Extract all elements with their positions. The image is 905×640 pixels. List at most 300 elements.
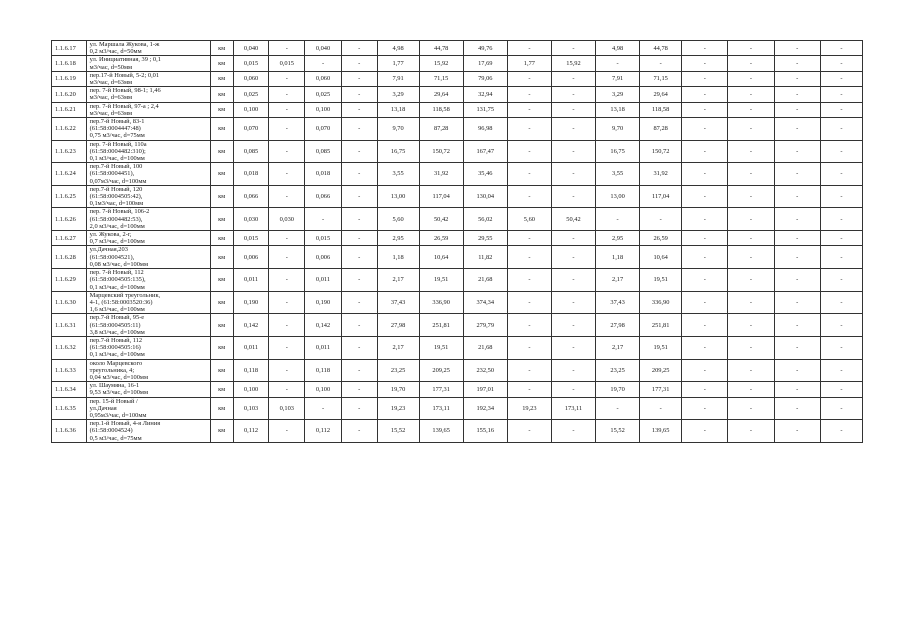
value-cell: -	[507, 246, 551, 269]
table-row	[52, 185, 863, 208]
value-cell: -	[507, 291, 551, 314]
value-cell: -	[682, 87, 728, 102]
value-cell: -	[774, 56, 820, 71]
description-line: (61:58:0004482:53),	[89, 215, 143, 223]
value-cell: 35,46	[463, 163, 507, 186]
item-code-cell: 1.1.6.25	[52, 185, 87, 208]
value-cell: -	[728, 231, 774, 246]
value-cell: -	[341, 56, 377, 71]
value-cell: -	[341, 41, 377, 56]
value-cell: -	[820, 231, 862, 246]
address-description-cell	[86, 231, 210, 246]
description-line: 0,1м3/час, d=100мм	[89, 200, 144, 208]
value-cell: -	[507, 382, 551, 397]
value-cell: -	[682, 359, 728, 382]
description-line: (61:58:0004447:48)	[89, 125, 141, 133]
address-description-cell	[86, 420, 210, 443]
value-cell: -	[820, 291, 862, 314]
value-cell: 23,25	[596, 359, 640, 382]
value-cell: -	[774, 71, 820, 86]
table-row	[52, 87, 863, 102]
description-line: (61:58:0004505:16)	[89, 344, 141, 352]
value-cell: 117,04	[640, 185, 682, 208]
value-cell: 19,51	[640, 269, 682, 292]
value-cell: -	[507, 163, 551, 186]
item-code-cell: 1.1.6.20	[52, 87, 87, 102]
value-cell: -	[820, 359, 862, 382]
value-cell: -	[682, 314, 728, 337]
value-cell: 32,94	[463, 87, 507, 102]
value-cell: -	[774, 382, 820, 397]
value-cell: -	[507, 336, 551, 359]
value-cell: 1,18	[596, 246, 640, 269]
value-cell: -	[820, 185, 862, 208]
value-cell: -	[341, 163, 377, 186]
value-cell: -	[728, 56, 774, 71]
description-line: ул. Инициативная, 39 ; 0,1	[89, 56, 161, 64]
value-cell: 1,77	[507, 56, 551, 71]
value-cell: 9,70	[377, 118, 419, 141]
value-cell: -	[269, 163, 305, 186]
value-cell: -	[341, 420, 377, 443]
address-description-cell	[86, 185, 210, 208]
value-cell: 16,75	[377, 140, 419, 163]
value-cell: 21,68	[463, 336, 507, 359]
description-line: ул. Жукова, 2-г,	[89, 231, 132, 239]
description-line: м3/час, d=63мм	[89, 109, 133, 117]
item-code-cell: 1.1.6.26	[52, 208, 87, 231]
value-cell: 2,17	[596, 269, 640, 292]
table-row	[52, 102, 863, 117]
value-cell: 0,190	[305, 291, 342, 314]
value-cell: -	[551, 314, 595, 337]
value-cell: 139,65	[640, 420, 682, 443]
value-cell: 209,25	[640, 359, 682, 382]
unit-cell: км	[210, 208, 233, 231]
value-cell: -	[551, 118, 595, 141]
value-cell: 2,95	[377, 231, 419, 246]
description-line: Марцевский треугольник,	[89, 291, 161, 299]
table-row	[52, 140, 863, 163]
description-line: м3/час, d=63мм	[89, 94, 133, 102]
value-cell: 0,118	[305, 359, 342, 382]
value-cell: 15,92	[419, 56, 463, 71]
value-cell: 2,17	[377, 336, 419, 359]
value-cell: -	[269, 140, 305, 163]
value-cell: -	[728, 382, 774, 397]
value-cell: 0,112	[305, 420, 342, 443]
value-cell: -	[728, 41, 774, 56]
value-cell: -	[682, 41, 728, 56]
unit-cell: км	[210, 291, 233, 314]
value-cell: -	[596, 397, 640, 420]
description-line: пер.17-й Новый, 5-2; 0,01	[89, 71, 160, 79]
value-cell: -	[774, 231, 820, 246]
value-cell: 139,65	[419, 420, 463, 443]
value-cell: 50,42	[419, 208, 463, 231]
value-cell: 27,98	[377, 314, 419, 337]
value-cell: 0,066	[305, 185, 342, 208]
description-line: около Марцевского	[89, 359, 143, 367]
value-cell: 150,72	[640, 140, 682, 163]
value-cell: 251,81	[640, 314, 682, 337]
value-cell: -	[507, 314, 551, 337]
item-code-cell: 1.1.6.32	[52, 336, 87, 359]
description-line: (61:58:0004482:310);	[89, 147, 146, 155]
pipeline-cost-table	[51, 40, 863, 443]
value-cell: -	[269, 336, 305, 359]
address-description-cell	[86, 382, 210, 397]
value-cell: 10,64	[419, 246, 463, 269]
value-cell: -	[305, 208, 342, 231]
description-line: м3/час, d=63мм	[89, 79, 133, 87]
address-description-cell	[86, 291, 210, 314]
item-code-cell: 1.1.6.17	[52, 41, 87, 56]
description-line: пер.7-й Новый, 95-е	[89, 314, 145, 322]
value-cell: 117,04	[419, 185, 463, 208]
value-cell: -	[820, 420, 862, 443]
unit-cell: км	[210, 336, 233, 359]
value-cell: -	[341, 397, 377, 420]
value-cell: -	[728, 359, 774, 382]
description-line: (61:58:0004505:42),	[89, 193, 143, 201]
table-row	[52, 336, 863, 359]
value-cell: -	[551, 231, 595, 246]
value-cell: -	[820, 314, 862, 337]
table-row	[52, 314, 863, 337]
value-cell: -	[820, 118, 862, 141]
value-cell: 2,17	[377, 269, 419, 292]
item-code-cell: 1.1.6.19	[52, 71, 87, 86]
value-cell: 118,58	[640, 102, 682, 117]
value-cell: 336,90	[640, 291, 682, 314]
unit-cell: км	[210, 420, 233, 443]
value-cell: 27,98	[596, 314, 640, 337]
value-cell: -	[820, 163, 862, 186]
value-cell: -	[728, 269, 774, 292]
value-cell: 0,060	[305, 71, 342, 86]
value-cell: -	[774, 102, 820, 117]
unit-cell: км	[210, 140, 233, 163]
table-row	[52, 397, 863, 420]
value-cell: -	[728, 336, 774, 359]
value-cell: 79,06	[463, 71, 507, 86]
unit-cell: км	[210, 163, 233, 186]
value-cell: -	[507, 231, 551, 246]
value-cell: -	[596, 56, 640, 71]
value-cell: -	[682, 102, 728, 117]
description-line: (61:58:0004505:135),	[89, 276, 146, 284]
value-cell: -	[728, 291, 774, 314]
value-cell: 0,015	[305, 231, 342, 246]
item-code-cell: 1.1.6.22	[52, 118, 87, 141]
item-code-cell: 1.1.6.33	[52, 359, 87, 382]
description-line: ул. Шаумяна, 16-1	[89, 382, 140, 390]
value-cell: 0,103	[269, 397, 305, 420]
description-line: 4-1, (61:58:0003520:36)	[89, 298, 153, 306]
unit-cell: км	[210, 41, 233, 56]
address-description-cell	[86, 87, 210, 102]
value-cell: -	[820, 336, 862, 359]
value-cell: 17,69	[463, 56, 507, 71]
value-cell: 0,103	[233, 397, 269, 420]
address-description-cell	[86, 208, 210, 231]
description-line: пер. 7-й Новый, 112	[89, 269, 144, 277]
value-cell: 0,018	[233, 163, 269, 186]
unit-cell: км	[210, 185, 233, 208]
table-row	[52, 41, 863, 56]
item-code-cell: 1.1.6.28	[52, 246, 87, 269]
value-cell: 50,42	[551, 208, 595, 231]
value-cell: -	[507, 102, 551, 117]
value-cell: 0,018	[305, 163, 342, 186]
description-line: 0,2 м3/час, d=50мм	[89, 48, 142, 56]
value-cell: -	[341, 314, 377, 337]
value-cell: -	[341, 140, 377, 163]
value-cell: 3,55	[377, 163, 419, 186]
value-cell: -	[551, 185, 595, 208]
value-cell: 29,64	[640, 87, 682, 102]
value-cell: 5,60	[377, 208, 419, 231]
value-cell: 0,015	[233, 231, 269, 246]
unit-cell: км	[210, 382, 233, 397]
pipeline-cost-table-sheet	[51, 40, 863, 443]
value-cell: -	[682, 71, 728, 86]
item-code-cell: 1.1.6.31	[52, 314, 87, 337]
value-cell: 173,11	[419, 397, 463, 420]
address-description-cell	[86, 102, 210, 117]
value-cell: -	[682, 118, 728, 141]
value-cell: -	[728, 246, 774, 269]
value-cell: 0,011	[233, 336, 269, 359]
value-cell: 150,72	[419, 140, 463, 163]
description-line: м3/час, d=50мм	[89, 63, 133, 71]
item-code-cell: 1.1.6.29	[52, 269, 87, 292]
value-cell: -	[774, 314, 820, 337]
description-line: пер. 7-й Новый, 97-а ; 2,4	[89, 102, 159, 110]
value-cell: 10,64	[640, 246, 682, 269]
value-cell: -	[774, 163, 820, 186]
address-description-cell	[86, 397, 210, 420]
unit-cell: км	[210, 118, 233, 141]
value-cell: -	[269, 359, 305, 382]
unit-cell: км	[210, 56, 233, 71]
value-cell: -	[551, 291, 595, 314]
value-cell: 16,75	[596, 140, 640, 163]
description-line: пер. 15-й Новый /	[89, 397, 138, 405]
value-cell: -	[507, 269, 551, 292]
value-cell: 0,085	[305, 140, 342, 163]
value-cell: -	[551, 102, 595, 117]
description-line: пер.7-й Новый, 100	[89, 163, 143, 171]
value-cell: -	[551, 140, 595, 163]
value-cell: -	[269, 102, 305, 117]
value-cell: -	[682, 397, 728, 420]
value-cell: 0,040	[233, 41, 269, 56]
value-cell: -	[551, 269, 595, 292]
table-body	[52, 41, 863, 443]
value-cell: -	[728, 118, 774, 141]
value-cell: 197,01	[463, 382, 507, 397]
value-cell: -	[820, 140, 862, 163]
unit-cell: км	[210, 71, 233, 86]
unit-cell: км	[210, 102, 233, 117]
item-code-cell: 1.1.6.23	[52, 140, 87, 163]
unit-cell: км	[210, 314, 233, 337]
value-cell: 87,28	[640, 118, 682, 141]
value-cell: -	[728, 185, 774, 208]
value-cell: 131,75	[463, 102, 507, 117]
description-line: пер. 7-й Новый, 110а	[89, 140, 147, 148]
description-line: пер.1-й Новый, 4-я Линия	[89, 420, 161, 428]
value-cell: -	[682, 246, 728, 269]
value-cell: -	[551, 87, 595, 102]
value-cell: -	[269, 118, 305, 141]
value-cell: -	[341, 336, 377, 359]
address-description-cell	[86, 140, 210, 163]
value-cell: -	[269, 269, 305, 292]
value-cell: 37,43	[377, 291, 419, 314]
description-line: пер.7-й Новый, 120	[89, 185, 143, 193]
value-cell: 0,190	[233, 291, 269, 314]
value-cell: -	[269, 41, 305, 56]
address-description-cell	[86, 163, 210, 186]
value-cell: -	[820, 56, 862, 71]
value-cell: -	[820, 397, 862, 420]
value-cell: -	[728, 163, 774, 186]
value-cell: 130,04	[463, 185, 507, 208]
value-cell: -	[774, 397, 820, 420]
address-description-cell	[86, 359, 210, 382]
value-cell: 0,011	[305, 269, 342, 292]
value-cell: 4,98	[596, 41, 640, 56]
table-row	[52, 118, 863, 141]
description-line: 0,1 м3/час, d=100мм	[89, 155, 145, 163]
value-cell: 4,98	[377, 41, 419, 56]
value-cell: -	[820, 87, 862, 102]
value-cell: -	[682, 163, 728, 186]
value-cell: -	[507, 71, 551, 86]
item-code-cell: 1.1.6.24	[52, 163, 87, 186]
value-cell: 0,015	[233, 56, 269, 71]
value-cell: -	[728, 314, 774, 337]
value-cell: -	[269, 420, 305, 443]
description-line: ул. Маршала Жукова, 1-ж	[89, 41, 160, 48]
value-cell: -	[820, 102, 862, 117]
value-cell: -	[269, 71, 305, 86]
value-cell: 71,15	[419, 71, 463, 86]
address-description-cell	[86, 246, 210, 269]
value-cell: -	[341, 359, 377, 382]
table-row	[52, 56, 863, 71]
value-cell: -	[341, 208, 377, 231]
value-cell: 0,100	[305, 382, 342, 397]
value-cell: -	[682, 336, 728, 359]
value-cell: 1,77	[377, 56, 419, 71]
value-cell: -	[682, 208, 728, 231]
item-code-cell: 1.1.6.30	[52, 291, 87, 314]
table-row	[52, 246, 863, 269]
value-cell: 11,82	[463, 246, 507, 269]
unit-cell: км	[210, 231, 233, 246]
value-cell: 177,31	[640, 382, 682, 397]
value-cell: -	[682, 185, 728, 208]
value-cell: -	[341, 291, 377, 314]
description-line: 2,0 м3/час, d=100мм	[89, 222, 145, 230]
value-cell: -	[305, 56, 342, 71]
value-cell: 56,02	[463, 208, 507, 231]
value-cell: -	[774, 269, 820, 292]
value-cell: 0,015	[269, 56, 305, 71]
value-cell: -	[774, 87, 820, 102]
value-cell: 0,006	[233, 246, 269, 269]
value-cell: 0,070	[305, 118, 342, 141]
value-cell: 29,55	[463, 231, 507, 246]
table-row	[52, 231, 863, 246]
value-cell: -	[728, 71, 774, 86]
value-cell: 232,50	[463, 359, 507, 382]
description-line: 0,1 м3/час, d=100мм	[89, 283, 145, 291]
value-cell: 7,91	[377, 71, 419, 86]
value-cell: -	[341, 118, 377, 141]
value-cell: 2,95	[596, 231, 640, 246]
value-cell: -	[341, 231, 377, 246]
value-cell: 251,81	[419, 314, 463, 337]
description-line: (61:58:0004524)	[89, 427, 133, 435]
unit-cell: км	[210, 246, 233, 269]
value-cell: -	[551, 71, 595, 86]
value-cell: 31,92	[419, 163, 463, 186]
value-cell: 13,00	[377, 185, 419, 208]
value-cell: 0,040	[305, 41, 342, 56]
value-cell: 87,28	[419, 118, 463, 141]
value-cell: -	[269, 246, 305, 269]
description-line: 0,07м3/час, d=100мм	[89, 177, 147, 185]
value-cell: -	[507, 420, 551, 443]
value-cell: 374,34	[463, 291, 507, 314]
value-cell: -	[640, 208, 682, 231]
value-cell: 44,78	[419, 41, 463, 56]
value-cell: -	[341, 71, 377, 86]
value-cell: 192,34	[463, 397, 507, 420]
value-cell: -	[728, 102, 774, 117]
value-cell: -	[774, 291, 820, 314]
value-cell: 31,92	[640, 163, 682, 186]
value-cell: 26,59	[640, 231, 682, 246]
value-cell: -	[640, 397, 682, 420]
value-cell: -	[774, 246, 820, 269]
value-cell: 2,17	[596, 336, 640, 359]
description-line: 0,75 м3/час, d=75мм	[89, 132, 145, 140]
value-cell: 279,79	[463, 314, 507, 337]
item-code-cell: 1.1.6.27	[52, 231, 87, 246]
value-cell: -	[269, 291, 305, 314]
value-cell: -	[774, 185, 820, 208]
value-cell: 118,58	[419, 102, 463, 117]
value-cell: -	[341, 382, 377, 397]
description-line: 0,08 м3/час, d=100мм	[89, 260, 149, 268]
value-cell: 0,118	[233, 359, 269, 382]
value-cell: -	[551, 336, 595, 359]
description-line: (61:58:0004451),	[89, 170, 135, 178]
value-cell: -	[682, 231, 728, 246]
table-row	[52, 163, 863, 186]
value-cell: 0,100	[305, 102, 342, 117]
value-cell: 19,70	[377, 382, 419, 397]
address-description-cell	[86, 336, 210, 359]
value-cell: -	[341, 246, 377, 269]
value-cell: 19,23	[377, 397, 419, 420]
